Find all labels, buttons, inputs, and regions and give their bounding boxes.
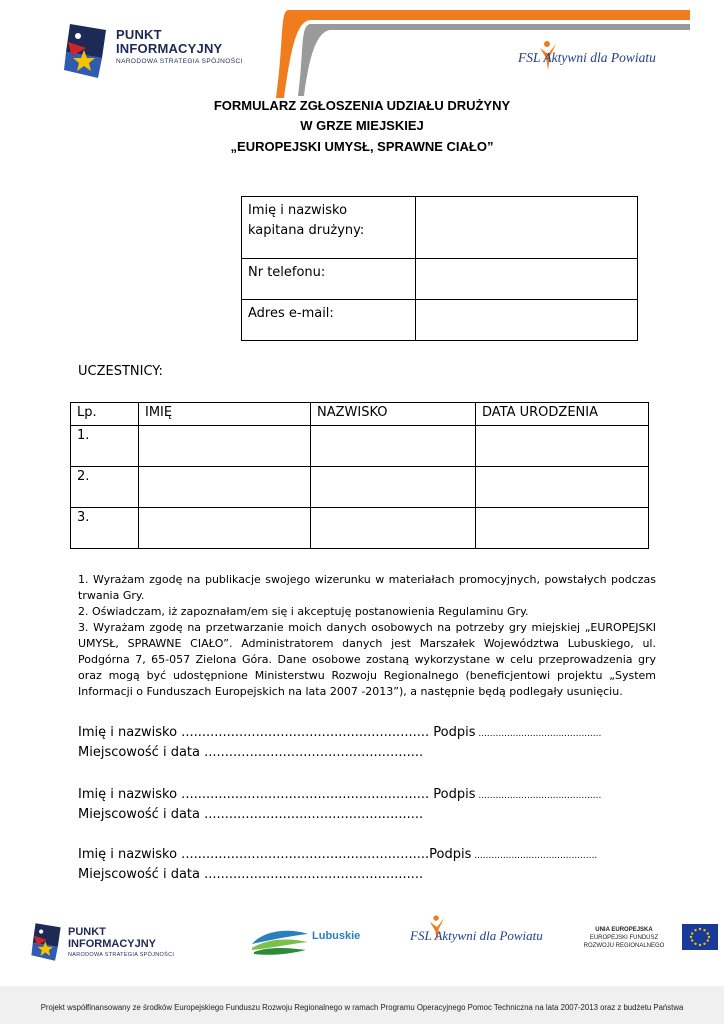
column-header-imie: IMIĘ (139, 403, 311, 426)
form-title-line1: FORMULARZ ZGŁOSZENIA UDZIAŁU DRUŻYNY (213, 98, 511, 113)
row-lp: 3. (71, 508, 139, 549)
captain-phone-label: Nr telefonu: (242, 259, 416, 300)
signature-3-place-line[interactable]: Miejscowość i data ..................................................... (78, 867, 424, 882)
fsl-text: FSL Aktywni dla Powiatu (518, 50, 656, 65)
lubuskie-text: Lubuskie (312, 930, 361, 942)
row-imie-field[interactable] (139, 426, 311, 467)
signature-3-name-line[interactable]: Imię i nazwisko ............................................................Podpis ........................................... (78, 847, 598, 862)
consent-1: 1. Wyrażam zgodę na publikacje swojego wizerunku w materiałach promocyjnych, powstałych podczas trwania Gry. (78, 573, 656, 602)
signature-2-place-line[interactable]: Miejscowość i data ..................................................... (78, 807, 424, 822)
punkt-title: PUNKT INFORMACYJNY (116, 27, 223, 56)
footer-punkt-title: PUNKT INFORMACYJNY (68, 926, 157, 950)
table-row (71, 467, 649, 508)
row-nazwisko-field[interactable] (311, 467, 476, 508)
form-title-line2: W GRZE MIEJSKIEJ (300, 118, 424, 133)
eu-text: UNIA EUROPEJSKA EUROPEJSKI FUNDUSZ ROZWOJU REGIONALNEGO (583, 927, 665, 949)
captain-phone-row (242, 259, 638, 300)
footer-punkt-subtitle: NARODOWA STRATEGIA SPÓJNOŚCI (68, 952, 175, 958)
consents-block (78, 572, 656, 700)
row-lp: 2. (71, 467, 139, 508)
punkt-flag-icon (62, 22, 108, 80)
lubuskie-wave-icon (250, 926, 310, 960)
form-title-line3: „EUROPEJSKI UMYSŁ, SPRAWNE CIAŁO” (230, 139, 494, 154)
captain-email-label: Adres e-mail: (242, 300, 416, 341)
row-data-field[interactable] (476, 467, 649, 508)
signature-1-name-line[interactable]: Imię i nazwisko ............................................................ Podpis ........................................... (78, 725, 602, 740)
row-data-field[interactable] (476, 508, 649, 549)
eu-flag-icon (682, 924, 718, 950)
footer-punkt-logo (30, 920, 190, 970)
participants-table (70, 402, 649, 549)
footer-fsl-text: FSL Aktywni dla Powiatu (410, 928, 543, 943)
signature-1-place-line[interactable]: Miejscowość i data ..................................................... (78, 745, 424, 760)
row-data-field[interactable] (476, 426, 649, 467)
eu-logo (568, 922, 718, 962)
signature-2-name-line[interactable]: Imię i nazwisko ............................................................ Podpis ........................................... (78, 787, 602, 802)
column-header-lp: Lp. (71, 403, 139, 426)
table-row (71, 426, 649, 467)
row-imie-field[interactable] (139, 508, 311, 549)
footer-fsl-logo (408, 914, 558, 954)
column-header-data: DATA URODZENIA (476, 403, 649, 426)
row-imie-field[interactable] (139, 467, 311, 508)
column-header-nazwisko: NAZWISKO (311, 403, 476, 426)
captain-email-field[interactable] (416, 300, 638, 341)
captain-name-field[interactable] (416, 197, 638, 259)
row-nazwisko-field[interactable] (311, 508, 476, 549)
consent-3: 3. Wyrażam zgodę na przetwarzanie moich danych osobowych na potrzeby gry miejskiej „EUROPEJSKI UMYSŁ, SPRAWNE CIAŁO”. Administratorem danych jest Marszałek Województwa Lubuskiego, ul. Podgórna 7, 65-057 Zielona Góra. Dane osobowe zostaną wykorzystane w celu przeprowadzenia gry oraz mogą być udostępnione Ministerstwu Rozwoju Regionalnego (beneficjentowi projektu „System Informacji o Funduszach Europejskich na lata 2007 -2013”), a następnie będą podlegały usunięciu. (78, 621, 656, 698)
participants-heading: UCZESTNICY: (78, 364, 163, 379)
funding-note: Projekt współfinansowany ze środków Europejskiego Funduszu Rozwoju Regionalnego w ramach Programu Operacyjnego Pomoc Techniczna na lata 2007-2013 oraz z budżetu Państwa (40, 1003, 684, 1012)
lubuskie-logo (250, 924, 360, 964)
punkt-informacyjny-logo (62, 18, 262, 86)
participants-header-row (71, 403, 649, 426)
captain-name-row (242, 197, 638, 259)
consent-2: 2. Oświadczam, iż zapoznałam/em się i akceptuję postanowienia Regulaminu Gry. (78, 605, 529, 618)
fsl-logo (514, 40, 684, 80)
table-row (71, 508, 649, 549)
row-nazwisko-field[interactable] (311, 426, 476, 467)
punkt-flag-icon (30, 920, 62, 964)
row-lp: 1. (71, 426, 139, 467)
captain-phone-field[interactable] (416, 259, 638, 300)
captain-table (241, 196, 638, 341)
punkt-subtitle: NARODOWA STRATEGIA SPÓJNOŚCI (116, 58, 243, 65)
captain-email-row (242, 300, 638, 341)
captain-name-label: Imię i nazwisko kapitana drużyny: (242, 197, 416, 259)
